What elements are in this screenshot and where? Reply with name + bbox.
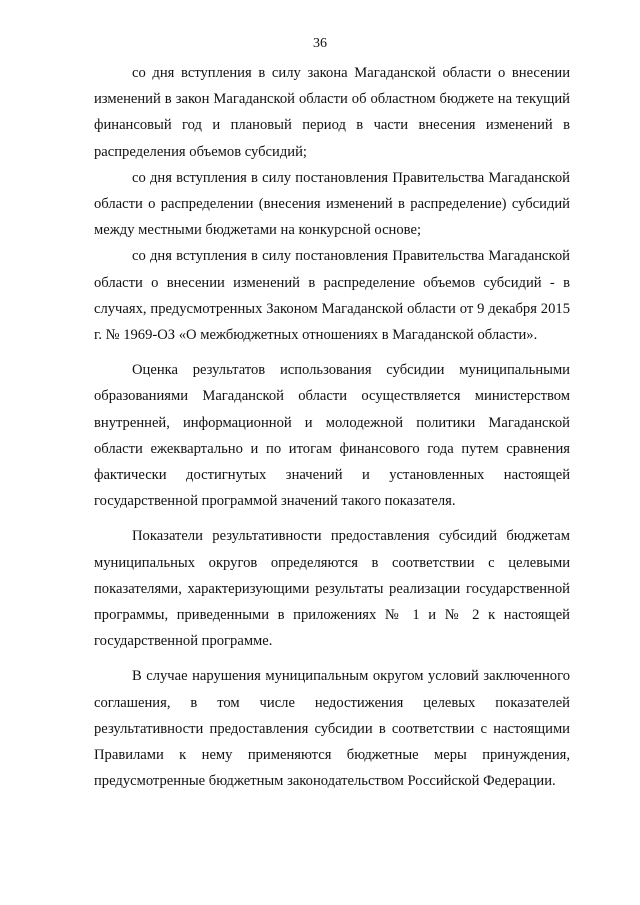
paragraph-effective-date-distribution: со дня вступления в силу постановления Правительства Магаданской области о распределении (внесения изменений в распределение) субсидий между местными бюджетами на конкурсной основе; (94, 169, 570, 239)
paragraph-effective-date-law: со дня вступления в силу закона Магаданской области о внесении изменений в закон Магаданской области об областном бюджете на текущий финансовый год и плановый период в части внесения изменений в распределения объемов субсидий; (94, 65, 570, 160)
paragraph-effective-date-amendments: со дня вступления в силу постановления Правительства Магаданской области о внесении изменений в распределение объемов субсидий - в случаях, предусмотренных Законом Магаданской области от 9 декабря 2015 г. № 1969-ОЗ «О межбюджетных отношениях в Магаданской области». (94, 248, 570, 344)
paragraph-performance-indicators: Показатели результативности предоставления субсидий бюджетам муниципальных округов определяются в соответствии с целевыми показателями, характеризующими результаты реализации государственной программы, приведенными в приложениях № 1 и № 2 к настоящей государственной программе. (94, 528, 570, 650)
page-number: 36 (313, 36, 327, 51)
paragraph-subsidy-evaluation: Оценка результатов использования субсидии муниципальными образованиями Магаданской области осуществляется министерством внутренней, информационной и молодежной политики Магаданской области ежеквартально и по итогам финансового года путем сравнения фактически достигнутых значений и установленных настоящей государственной программой значений такого показателя. (94, 362, 570, 510)
paragraph-violation-measures: В случае нарушения муниципальным округом условий заключенного соглашения, в том числе недостижения целевых показателей результативности предоставления субсидии в соответствии с настоящими Правилами к нему применяются бюджетные меры принуждения, предусмотренные бюджетным законодательством Российской Федерации. (94, 668, 570, 790)
document-body (94, 60, 570, 794)
